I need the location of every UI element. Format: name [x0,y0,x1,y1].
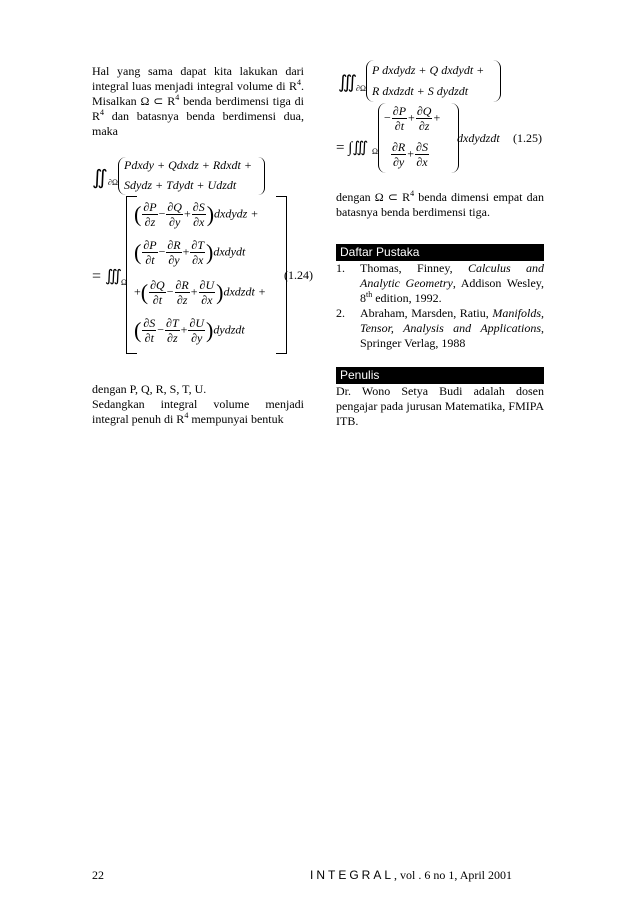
eq124-lhs-row2: Sdydz + Tdydt + Udzdt [124,178,237,192]
eq124-lhs-integral: ∬ [92,167,108,189]
eq124-row-frac3-den: ∂x [201,293,213,307]
reference-authors: Abraham, Marsden, Ratiu, [360,306,493,320]
eq124-row-frac2-num: ∂R [175,278,189,292]
eq124-row-frac3-den: ∂x [193,215,205,229]
eq124-row-tail: dydzdt [213,322,245,337]
reference-title: Calculus and Analytic Geometry [360,261,545,290]
eq124-row [134,200,258,229]
after-eq124-text1: dengan P, Q, R, S, T, U. [92,382,207,396]
reference-rest2: edition, 1992. [372,291,442,305]
eq125-rhs-domain: Ω [372,147,378,156]
intro-text-1: Hal yang sama dapat kita lakukan dari integral luas menjadi integral volume di R [92,64,304,93]
eq124-row-paren-close: ) [206,317,214,343]
after-eq125-text1: dengan Ω ⊂ R [336,190,411,204]
eq124-row-paren-close: ) [206,201,215,227]
eq125-row2-op: + [407,146,415,161]
intro-sup-1: 4 [297,78,301,87]
eq124-row-paren-close: ) [206,239,214,265]
right-after-text [336,190,544,429]
journal-footer [310,868,512,883]
eq124-row-frac2-den: ∂z [167,331,178,345]
eq124-row-op1: − [166,284,174,299]
eq124-row-frac1-den: ∂t [152,293,163,307]
eq124-row-paren-open: ( [134,317,142,343]
eq124-row-frac1-den: ∂z [144,215,156,229]
eq125-row2-frac2 [415,140,429,169]
eq124-row-frac3-num: ∂T [191,238,205,252]
eq124-row-frac1-den: ∂t [144,331,154,345]
after-eq125-sup: 4 [410,189,415,198]
eq125-row2 [390,140,430,169]
eq124-row-frac2-den: ∂y [168,253,180,267]
eq124-row-frac3 [188,316,205,345]
eq124-row-frac3-den: ∂y [191,331,203,345]
eq125-lhs-row2: R dxdzdt + S dydzdt [372,84,469,98]
reference-item [336,306,544,351]
eq125-row1-frac2-den: ∂z [418,119,430,133]
eq124-row-frac2 [166,200,183,229]
references-list [336,261,544,351]
eq124-row [134,278,266,307]
reference-rest: , Springer Verlag, 1988 [360,321,544,350]
eq124-row-frac1 [142,316,156,345]
eq125-row2-frac2-den: ∂x [416,155,428,169]
eq124-row-op1: − [157,322,165,337]
eq124-row-frac3-num: ∂S [192,200,205,214]
eq124-row-frac1 [142,200,157,229]
eq124-row-frac2 [175,278,190,307]
eq124-row-frac1 [142,238,157,267]
eq124-row-op1: − [158,244,166,259]
eq124-row-frac1-num: ∂Q [150,278,165,292]
eq125-row1-frac2 [416,104,433,133]
eq124-row-paren-open: ( [134,239,142,265]
eq124-row-frac1-num: ∂P [143,238,157,252]
eq124-row-frac2 [166,238,181,267]
eq125-row2-frac2-num: ∂S [416,140,428,154]
eq124-row [134,238,245,267]
intro-paragraph [92,64,304,139]
intro-sup-3: 4 [100,108,105,117]
eq124-row [134,316,245,345]
journal-brand: INTEGRAL [310,868,395,882]
intro-text-4: dan batasnya benda berdimensi dua, maka [92,109,304,138]
eq124-row-frac2-num: ∂Q [167,200,182,214]
after-eq124-text3: mempunyai bentuk [188,412,284,426]
eq124-row-lead: + [134,284,141,299]
reference-title: Manifolds, Tensor, Analysis and Applications [360,306,544,335]
eq124-row-frac1 [149,278,166,307]
eq125-row2-frac1-num: ∂R [392,140,406,154]
eq124-row-frac2-num: ∂T [166,316,179,330]
eq124-row-frac2-num: ∂R [167,238,181,252]
left-after-text [92,382,304,427]
eq124-row-paren-close: ) [216,279,224,305]
eq125-lhs-integral: ∭ [338,72,358,92]
after-eq124-sup: 4 [184,411,189,420]
left-column [92,64,304,139]
eq124-lhs-paren-right [258,157,265,195]
eq124-row-frac3 [199,278,216,307]
eq124-row-frac2-den: ∂z [176,293,188,307]
eq124-row-frac3 [192,200,206,229]
eq124-row-tail: dxdzdt + [223,284,266,299]
eq124-row-op2: + [183,206,191,221]
eq124-row-tail: dxdydz + [214,206,259,221]
eq125-row1-op: + [408,110,415,125]
eq125-row2-frac1 [391,140,406,169]
eq125-row1-frac1-num: ∂P [392,104,407,118]
eq124-row-frac2-den: ∂y [169,215,181,229]
eq125-row1 [384,104,440,133]
after-eq125-para [336,190,544,220]
eq125-lhs-row1: P dxdydz + Q dxdydt + [372,63,485,77]
eq125-row1-frac1 [392,104,407,133]
eq125-number: (1.25) [513,131,542,145]
eq124-rhs-integral: = ∭ [92,268,122,285]
after-eq124-line1 [92,382,304,397]
eq125-row1-frac2-num: ∂Q [416,104,432,118]
eq125-lhs-domain: ∂Ω [356,84,366,93]
reference-sup: th [366,290,373,299]
eq124-row-frac1-num: ∂S [143,316,156,330]
eq124-row-op2: + [182,244,190,259]
eq124-row-frac1-den: ∂t [145,253,155,267]
eq125-lhs-paren-right [492,60,501,102]
reference-number: 1. [336,261,345,275]
references-heading: Daftar Pustaka [336,244,544,261]
journal-issue: , vol . 6 no 1, April 2001 [394,868,513,882]
eq125-row1-frac1-den: ∂t [394,119,405,133]
author-heading: Penulis [336,367,544,384]
eq124-row-frac3 [190,238,205,267]
intro-text-2: . Misalkan Ω ⊂ R [92,79,304,108]
eq124-row-frac3-den: ∂x [192,253,204,267]
eq124-rhs-domain: Ω [121,278,127,287]
reference-body [360,306,544,351]
reference-item [336,261,544,306]
eq124-row-frac3-num: ∂U [199,278,215,292]
eq124-row-frac1-num: ∂P [143,200,157,214]
after-eq124-text2: Sedangkan integral volume menjadi integral penuh di R [92,397,304,426]
after-eq124-para [92,397,304,427]
eq124-number: (1.24) [284,268,313,282]
after-eq125-text2: benda dimensi empat dan batasnya benda berdimensi tiga. [336,190,544,219]
eq124-lhs-domain: ∂Ω [108,178,118,187]
eq125-rhs-integral: = ∫∭ [336,140,369,156]
eq124-row-frac2 [165,316,180,345]
eq125-row1-tail: + [433,110,441,125]
author-paragraph: Dr. Wono Setya Budi adalah dosen pengajar pada jurusan Matematika, FMIPA ITB. [336,384,544,428]
eq124-lhs-row1: Pdxdy + Qdxdz + Rdxdt + [124,158,252,172]
eq124-row-op2: + [190,284,198,299]
eq124-row-paren-open: ( [134,201,142,227]
eq124-row-tail: dxdydt [213,244,246,259]
eq124-row-op2: + [180,322,188,337]
reference-authors: Thomas, Finney, [360,261,468,275]
intro-text-3: benda berdimensi tiga di R [92,94,304,123]
eq125-tail: dxdydzdt [457,131,500,145]
eq124-row-op1: − [158,206,166,221]
reference-number: 2. [336,306,345,320]
reference-rest: , Addison Wesley, 8 [360,276,544,305]
eq125-row1-lead: − [384,110,391,125]
page-number: 22 [92,868,104,882]
intro-sup-2: 4 [175,93,180,102]
eq125-row2-frac1-den: ∂y [393,155,405,169]
eq124-row-paren-open: ( [140,279,149,305]
eq124-row-frac3-num: ∂U [189,316,205,330]
reference-body [360,261,544,306]
